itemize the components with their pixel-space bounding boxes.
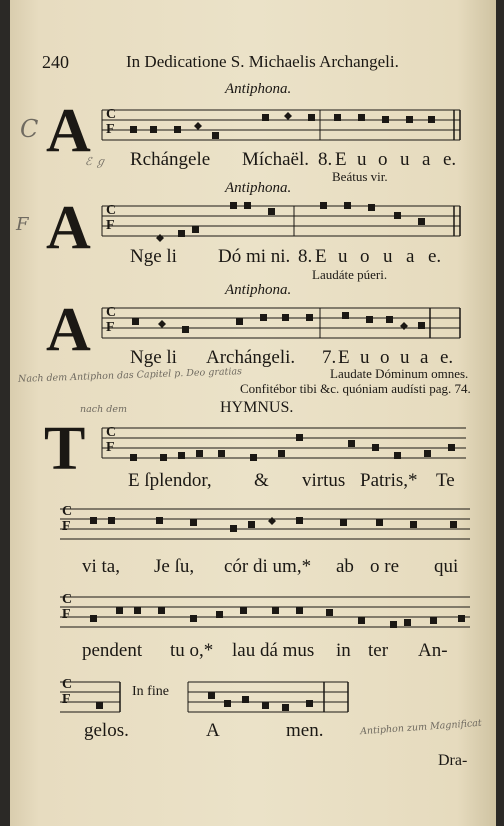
c-clef-h4: C <box>62 677 73 692</box>
hymn-lyric-1-1: E ſplendor, <box>128 470 212 491</box>
initial-capital-t: T <box>44 415 86 483</box>
f-clef-h1: F <box>106 440 115 455</box>
c-clef-h2: C <box>62 504 73 519</box>
staff-hymn-3 <box>60 593 480 635</box>
handwritten-end-note: Antiphon zum Magnificat <box>359 717 483 738</box>
hymn-heading: HYMNUS. <box>220 399 294 416</box>
euouae-a1-6: e. <box>443 149 457 170</box>
rubric-antiphona-2: Antiphona. <box>225 180 292 196</box>
f-clef-1: F <box>106 122 115 137</box>
running-head: In Dedicatione S. Michaelis Archangeli. <box>126 52 399 71</box>
catchword: Dra- <box>438 752 468 769</box>
f-clef-2: F <box>106 218 115 233</box>
euouae-a1-4: u <box>400 149 410 170</box>
staff-hymn-amen <box>188 678 358 720</box>
handwritten-mid-note: Nach dem Antiphon das Capitel p. Deo gratias <box>17 366 243 385</box>
initial-capital-a1: A <box>46 97 91 165</box>
hymn-lyric-2-1: vi ta, <box>82 556 120 577</box>
euouae-a1-2: u <box>357 149 367 170</box>
euouae-a2-1: E <box>315 246 327 267</box>
hymn-lyric-3-3: lau dá mus <box>232 640 315 661</box>
staff-antiphon-1 <box>102 106 472 148</box>
page-number: 240 <box>42 52 69 72</box>
hymn-lyric-2-3: cór di um,* <box>224 556 312 577</box>
tone-number-a3: 7. <box>322 347 337 368</box>
euouae-a3-1: E <box>338 347 350 368</box>
hymn-lyric-1-3: virtus <box>302 470 346 491</box>
lyric-a2-1: Nge li <box>130 246 177 267</box>
hymn-lyric-2-5: o re <box>370 556 400 577</box>
rubric-antiphona-1: Antiphona. <box>225 81 292 97</box>
c-clef-h3: C <box>62 592 73 607</box>
f-clef-h3: F <box>62 607 71 622</box>
lyric-a3-1: Nge li <box>130 347 177 368</box>
hymn-lyric-2-4: ab <box>336 556 354 577</box>
lyric-a3-2: Archángeli. <box>206 347 296 368</box>
euouae-a3-2: u <box>360 347 370 368</box>
c-clef-2: C <box>106 203 117 218</box>
hymn-lyric-3-4: in <box>336 640 351 661</box>
f-clef-3: F <box>106 320 115 335</box>
euouae-a3-3: o <box>380 347 390 368</box>
euouae-a3-5: a <box>420 347 429 368</box>
handwritten-margin-f: F <box>16 214 29 235</box>
staff-antiphon-2 <box>102 202 472 244</box>
hymn-lyric-2-2: Je ſu, <box>154 556 195 577</box>
staff-hymn-1 <box>102 424 472 466</box>
initial-capital-a3: A <box>46 296 91 364</box>
staff-antiphon-3 <box>102 304 472 346</box>
handwritten-after-v1: ℰ ℊ <box>85 155 107 168</box>
rubric-antiphona-3: Antiphona. <box>225 282 292 298</box>
initial-capital-a2: A <box>46 194 91 262</box>
euouae-a3-6: e. <box>440 347 454 368</box>
hymn-lyric-4-2: A <box>206 720 220 741</box>
hymn-lyric-3-2: tu o,* <box>170 640 214 661</box>
lyric-a1-2: Míchaël. <box>242 149 310 170</box>
euouae-a2-5: a <box>406 246 415 267</box>
euouae-a2-6: e. <box>428 246 442 267</box>
hymn-lyric-3-6: An- <box>418 640 448 661</box>
f-clef-h2: F <box>62 519 71 534</box>
euouae-a2-4: u <box>383 246 393 267</box>
psalm-incipit-a2: Laudáte púeri. <box>312 267 388 282</box>
tone-number-a1: 8. <box>318 149 333 170</box>
psalm-reference-a3: Confitébor tibi &c. quóniam audísti pag. 74. <box>240 381 471 396</box>
book-page <box>10 0 496 826</box>
lyric-a2-2: Dó mi ni. <box>218 246 291 267</box>
handwritten-hymn-note: nach dem <box>80 404 127 415</box>
psalm-incipit-a3: Laudate Dóminum omnes. <box>330 366 469 381</box>
f-clef-h4: F <box>62 692 71 707</box>
in-fine-rubric: In fine <box>132 684 169 699</box>
euouae-a3-4: u <box>400 347 410 368</box>
hymn-lyric-4-1: gelos. <box>84 720 129 741</box>
hymn-lyric-2-6: qui <box>434 556 459 577</box>
hymn-lyric-3-1: pendent <box>82 640 143 661</box>
euouae-a1-1: E <box>335 149 347 170</box>
staff-hymn-2 <box>60 505 480 547</box>
euouae-a2-2: u <box>338 246 348 267</box>
euouae-a1-3: o <box>378 149 388 170</box>
hymn-lyric-3-5: ter <box>368 640 389 661</box>
c-clef-1: C <box>106 107 117 122</box>
hymn-lyric-1-2: & <box>254 470 269 491</box>
handwritten-margin-c: C <box>20 115 39 143</box>
c-clef-3: C <box>106 305 117 320</box>
c-clef-h1: C <box>106 425 117 440</box>
hymn-lyric-4-3: men. <box>286 720 324 741</box>
lyric-a1-1: Rchángele <box>130 149 211 170</box>
psalm-incipit-a1: Beátus vir. <box>332 169 388 184</box>
euouae-a2-3: o <box>360 246 370 267</box>
hymn-lyric-1-5: Te <box>436 470 455 491</box>
euouae-a1-5: a <box>422 149 431 170</box>
tone-number-a2: 8. <box>298 246 313 267</box>
hymn-lyric-1-4: Patris,* <box>360 470 418 491</box>
